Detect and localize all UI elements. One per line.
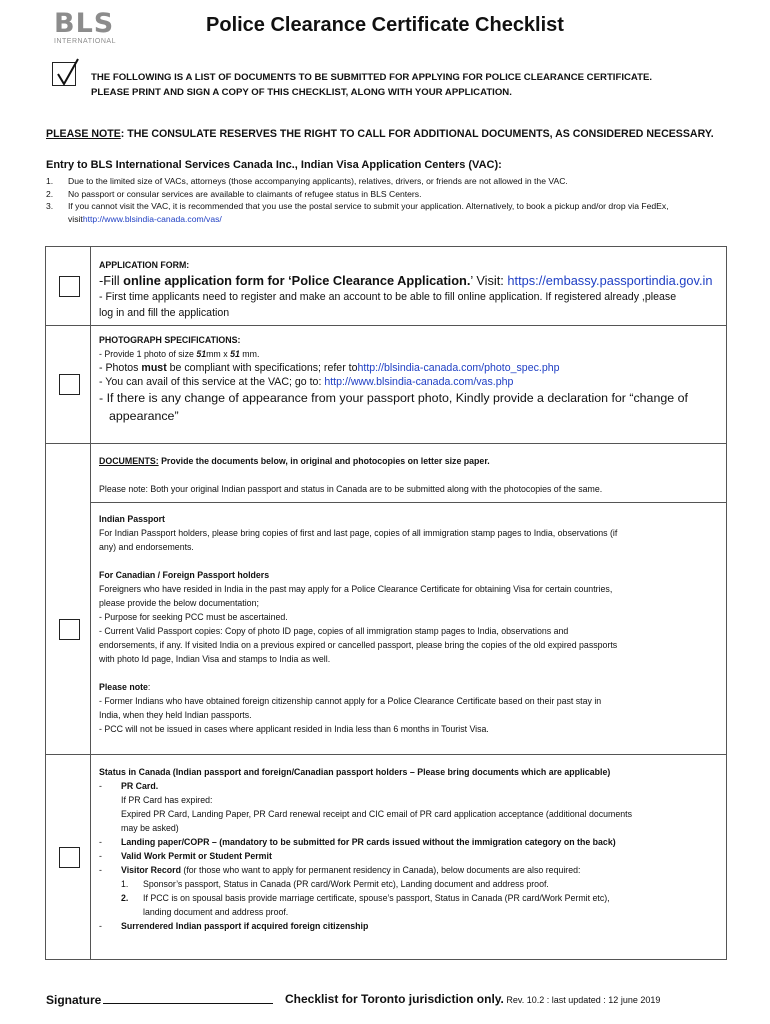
- item-number: 1.: [46, 176, 54, 186]
- text-line: with photo Id page, Indian Visa and stamps to India as well.: [99, 654, 331, 664]
- column-divider: [90, 246, 91, 960]
- text: mm x: [206, 349, 231, 359]
- intro-line: PLEASE PRINT AND SIGN A COPY OF THIS CHECKLIST, ALONG WITH YOUR APPLICATION.: [91, 87, 512, 98]
- text: - You can avail of this service at the VAC; go to:: [99, 376, 325, 388]
- signature-line: [103, 992, 273, 1004]
- bullet: -: [99, 781, 102, 791]
- text-line: landing document and address proof.: [143, 907, 289, 917]
- text: If PCC is on spousal basis provide marriage certificate, spouse’s passport, Status in Canada (PR card/Work Permit etc),: [143, 893, 610, 903]
- text-line: - Purpose for seeking PCC must be ascertained.: [99, 612, 288, 622]
- text-line: endorsements, if any. If visited India on a previous expired or cancelled passport, please bring the copies of the old expired passports: [99, 640, 618, 650]
- application-section: [99, 258, 721, 321]
- list-item: [99, 863, 721, 877]
- text: Please note: [99, 682, 148, 692]
- row-divider: [45, 754, 727, 755]
- signature-label: Signature: [46, 993, 102, 1007]
- photo-line: [99, 361, 721, 375]
- status-heading: Status in Canada (Indian passport and foreign/Canadian passport holders – Please bring documents which are applicable): [99, 767, 611, 777]
- text-line: If PR Card has expired:: [121, 795, 213, 805]
- row-divider: [45, 443, 727, 444]
- text-line: - Current Valid Passport copies: Copy of photo ID page, copies of all immigration stamp pages to India, observations and: [99, 626, 569, 636]
- documents-note: Please note: Both your original Indian passport and status in Canada are to be submitted along with the photocopies of the same.: [99, 484, 603, 494]
- photo-line: [99, 347, 721, 361]
- photo-section: [99, 333, 721, 425]
- text: ’ Visit:: [470, 273, 508, 288]
- text-line: may be asked): [121, 823, 179, 833]
- application-line: [99, 272, 721, 289]
- bullet: -: [99, 921, 102, 931]
- intro-line: THE FOLLOWING IS A LIST OF DOCUMENTS TO BE SUBMITTED FOR APPLYING FOR POLICE CLEARANCE CERTIFICATE.: [91, 72, 653, 83]
- item-text: visit: [68, 213, 83, 224]
- row-divider: [45, 325, 727, 326]
- list-item-continued: [46, 213, 736, 226]
- text: Valid Work Permit or Student Permit: [121, 851, 272, 861]
- checked-box-icon: [52, 62, 76, 86]
- sub-list-item: [99, 891, 721, 905]
- status-checkbox[interactable]: [59, 847, 80, 868]
- text: Surrendered Indian passport if acquired foreign citizenship: [121, 921, 369, 931]
- text-line: please provide the below documentation;: [99, 598, 259, 608]
- indian-passport-heading: Indian Passport: [99, 514, 165, 524]
- text-line: India, when they held Indian passports.: [99, 710, 252, 720]
- text-line: any) and endorsements.: [99, 542, 194, 552]
- list-item: [99, 849, 721, 863]
- note-label: PLEASE NOTE: [46, 128, 121, 140]
- documents-heading: [99, 454, 721, 468]
- photo-line: - If there is any change of appearance from your passport photo, Kindly provide a declaration for “change of: [99, 391, 688, 405]
- photo-line: appearance”: [109, 409, 179, 423]
- foreign-passport-heading: For Canadian / Foreign Passport holders: [99, 570, 270, 580]
- section-heading: PHOTOGRAPH SPECIFICATIONS:: [99, 335, 241, 345]
- text: :: [147, 682, 151, 692]
- footer-note: [285, 992, 660, 1006]
- list-item: [46, 175, 736, 188]
- photo-line: [99, 375, 721, 389]
- list-item: [99, 919, 721, 933]
- text: PR Card.: [121, 781, 159, 791]
- documents-label: DOCUMENTS:: [99, 456, 159, 466]
- item-number: 2.: [121, 893, 129, 903]
- vas-link[interactable]: http://www.blsindia-canada.com/vas/: [82, 213, 222, 224]
- status-section: [99, 765, 721, 933]
- application-line: - First time applicants need to register and make an account to be able to fill online application. If registered already ,please: [99, 291, 677, 303]
- list-item: [99, 779, 721, 793]
- item-number: 2.: [46, 188, 54, 199]
- application-checkbox[interactable]: [59, 276, 80, 297]
- text: 51: [196, 349, 207, 359]
- text-line: - PCC will not be issued in cases where applicant resided in India less than 6 months in Tourist Visa.: [99, 724, 489, 734]
- text: must: [141, 362, 167, 374]
- documents-section: [99, 454, 721, 496]
- item-number: 3.: [46, 201, 54, 211]
- jurisdiction-text: Checklist for Toronto jurisdiction only.: [285, 992, 504, 1006]
- text-line: Expired PR Card, Landing Paper, PR Card renewal receipt and CIC email of PR card application acceptance (additional documents: [121, 809, 632, 819]
- passport-india-link[interactable]: https://embassy.passportindia.gov.in: [507, 273, 713, 288]
- entry-list: [46, 175, 736, 225]
- text: Sponsor’s passport, Status in Canada (PR card/Work Permit etc), Landing document and address proof.: [143, 879, 549, 889]
- text: 51: [230, 349, 240, 359]
- list-item: [99, 835, 721, 849]
- text: - Provide 1 photo of size: [99, 349, 197, 359]
- text: - Photos: [99, 362, 142, 374]
- passport-checkbox[interactable]: [59, 619, 80, 640]
- section-heading: APPLICATION FORM:: [99, 260, 190, 270]
- vas-service-link[interactable]: http://www.blsindia-canada.com/vas.php: [324, 376, 514, 388]
- logo-text: BLS: [54, 8, 115, 39]
- item-text: No passport or consular services are available to claimants of refugee status in BLS Centers.: [68, 188, 422, 199]
- text-line: Foreigners who have resided in India in the past may apply for a Police Clearance Certificate for obtaining Visa for certain countries,: [99, 584, 613, 594]
- revision-text: Rev. 10.2 : last updated : 12 june 2019: [503, 995, 661, 1005]
- row-divider: [90, 502, 727, 503]
- signature-field[interactable]: [46, 992, 273, 1007]
- item-text: Due to the limited size of VACs, attorneys (those accompanying applicants), relatives, drivers, or friends are not allowed in the VAC.: [68, 176, 568, 186]
- consulate-note: [46, 128, 714, 140]
- text: Provide the documents below, in original and photocopies on letter size paper.: [158, 456, 490, 466]
- text-line: - Former Indians who have obtained foreign citizenship cannot apply for a Police Clearance Certificate based on their past stay in: [99, 696, 602, 706]
- item-text: If you cannot visit the VAC, it is recommended that you use the postal service to submit your application. Alternatively, to book a pickup and/or drop via FedEx,: [68, 201, 669, 211]
- application-line: log in and fill the application: [99, 307, 230, 319]
- page-title: Police Clearance Certificate Checklist: [206, 14, 564, 36]
- passport-section: [99, 512, 721, 736]
- text: -Fill: [99, 273, 124, 288]
- item-number: 1.: [121, 879, 129, 889]
- text-line: For Indian Passport holders, please bring copies of first and last page, copies of all immigration stamp pages to India, observations (if: [99, 528, 618, 538]
- entry-heading: Entry to BLS International Services Canada Inc., Indian Visa Application Centers (VAC):: [46, 159, 502, 171]
- text: mm.: [239, 349, 260, 359]
- bullet: -: [99, 837, 102, 847]
- please-note-heading: [99, 680, 721, 694]
- list-item: [46, 188, 736, 201]
- photo-spec-link[interactable]: http://blsindia-canada.com/photo_spec.php: [357, 362, 560, 374]
- bullet: -: [99, 865, 102, 875]
- text: online application form for ‘Police Clearance Application.: [123, 273, 471, 288]
- sub-list-item: [99, 877, 721, 891]
- text: Landing paper/COPR – (mandatory to be submitted for PR cards issued without the immigration category on the back): [121, 837, 616, 847]
- note-text: : THE CONSULATE RESERVES THE RIGHT TO CALL FOR ADDITIONAL DOCUMENTS, AS CONSIDERED NECESSARY.: [120, 128, 714, 140]
- logo-subtext: INTERNATIONAL: [54, 38, 116, 45]
- text: Visitor Record: [121, 865, 181, 875]
- intro-text: [91, 70, 652, 100]
- text: be compliant with specifications; refer to: [166, 362, 358, 374]
- photo-checkbox[interactable]: [59, 374, 80, 395]
- text: (for those who want to apply for permanent residency in Canada), below documents are also required:: [180, 865, 581, 875]
- bullet: -: [99, 851, 102, 861]
- list-item: [46, 200, 736, 213]
